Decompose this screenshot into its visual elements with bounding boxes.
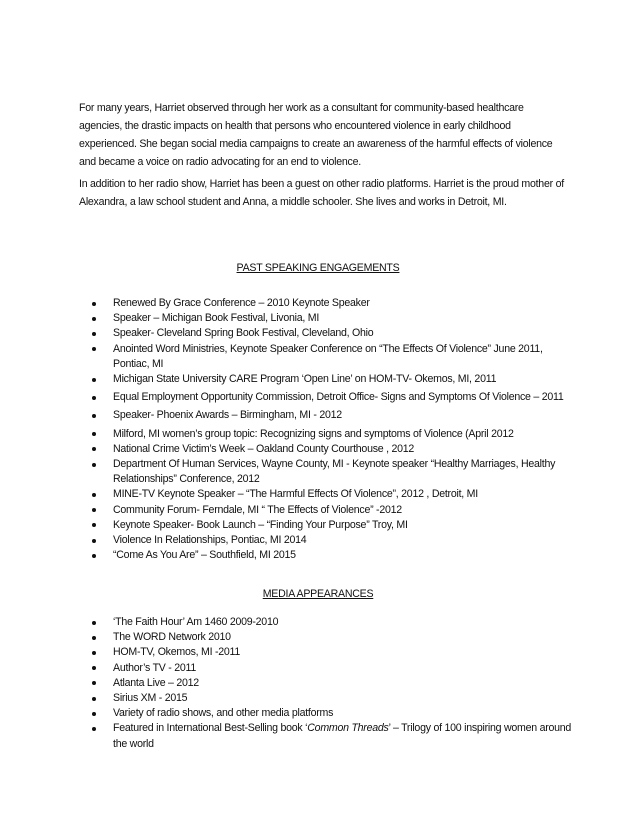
speaking-engagements-list: [79, 296, 574, 563]
list-item: Community Forum- Ferndale, MI “ The Effects of Violence” -2012: [79, 503, 574, 518]
list-item: Michigan State University CARE Program ‘Open Line’ on HOM-TV- Okemos, MI, 2011: [79, 372, 574, 387]
bullet-icon: [92, 621, 96, 625]
bullet-icon: [92, 681, 96, 685]
bio-paragraph-1: For many years, Harriet observed through her work as a consultant for community-based healthcare agencies, the drastic impacts on health that persons who encountered violence in early childhood experienced. She began social media campaigns to create an awareness of the harmful effects of violence and became a voice on radio advocating for an end to violence.: [79, 102, 553, 168]
list-item: Variety of radio shows, and other media platforms: [79, 706, 574, 721]
bullet-icon: [92, 636, 96, 640]
list-item: Keynote Speaker- Book Launch – “Finding Your Purpose” Troy, MI: [79, 518, 574, 533]
bullet-icon: [92, 396, 96, 400]
list-item: ‘The Faith Hour’ Am 1460 2009-2010: [79, 615, 574, 630]
list-item: HOM-TV, Okemos, MI -2011: [79, 645, 574, 660]
list-item: Speaker- Cleveland Spring Book Festival, Cleveland, Ohio: [79, 326, 574, 341]
list-item: “Come As You Are” – Southfield, MI 2015: [79, 548, 574, 563]
bullet-icon: [92, 523, 96, 527]
bullet-icon: [92, 508, 96, 512]
list-item: The WORD Network 2010: [79, 630, 574, 645]
list-item: Featured in International Best-Selling book ‘Common Threads’ – Trilogy of 100 inspiring women around the world: [79, 721, 574, 751]
bullet-icon: [92, 317, 96, 321]
list-item: Renewed By Grace Conference – 2010 Keynote Speaker: [79, 296, 574, 311]
list-item: Equal Employment Opportunity Commission, Detroit Office- Signs and Symptoms Of Violence – 2011: [79, 390, 574, 405]
bullet-icon: [92, 651, 96, 655]
bullet-icon: [92, 666, 96, 670]
bullet-icon: [92, 347, 96, 351]
bullet-icon: [92, 302, 96, 306]
list-item: Speaker- Phoenix Awards – Birmingham, MI - 2012: [79, 408, 574, 423]
bullet-icon: [92, 539, 96, 543]
media-appearances-list: [79, 615, 574, 752]
speaking-engagements-heading: PAST SPEAKING ENGAGEMENTS: [236, 262, 400, 274]
list-item: National Crime Victim’s Week – Oakland County Courthouse , 2012: [79, 442, 574, 457]
bullet-icon: [92, 697, 96, 701]
bullet-icon: [92, 432, 96, 436]
bullet-icon: [92, 712, 96, 716]
list-item: Department Of Human Services, Wayne County, MI - Keynote speaker “Healthy Marriages, Healthy Relationships” Conference, 2012: [79, 457, 574, 487]
bullet-icon: [92, 414, 96, 418]
media-appearances-heading: MEDIA APPEARANCES: [262, 588, 374, 600]
bullet-icon: [92, 332, 96, 336]
book-title: Common Threads: [307, 722, 389, 735]
list-item: Milford, MI women’s group topic: Recognizing signs and symptoms of Violence (April 2012: [79, 427, 574, 442]
list-item: Speaker – Michigan Book Festival, Livonia, MI: [79, 311, 574, 326]
list-item: Author’s TV - 2011: [79, 661, 574, 676]
bullet-icon: [92, 378, 96, 382]
list-item: MINE-TV Keynote Speaker – “The Harmful Effects Of Violence”, 2012 , Detroit, MI: [79, 487, 574, 502]
bullet-icon: [92, 463, 96, 467]
list-item: Violence In Relationships, Pontiac, MI 2014: [79, 533, 574, 548]
bullet-icon: [92, 493, 96, 497]
bullet-icon: [92, 554, 96, 558]
list-item: Anointed Word Ministries, Keynote Speaker Conference on “The Effects Of Violence” June 2011, Pontiac, MI: [79, 342, 574, 372]
bio-paragraph-2: In addition to her radio show, Harriet has been a guest on other radio platforms. Harriet is the proud mother of Alexandra, a law school student and Anna, a middle schooler. She lives and works in Detroit, MI.: [79, 178, 564, 208]
bullet-icon: [92, 447, 96, 451]
list-item: Sirius XM - 2015: [79, 691, 574, 706]
list-item: Atlanta Live – 2012: [79, 676, 574, 691]
bullet-icon: [92, 727, 96, 731]
